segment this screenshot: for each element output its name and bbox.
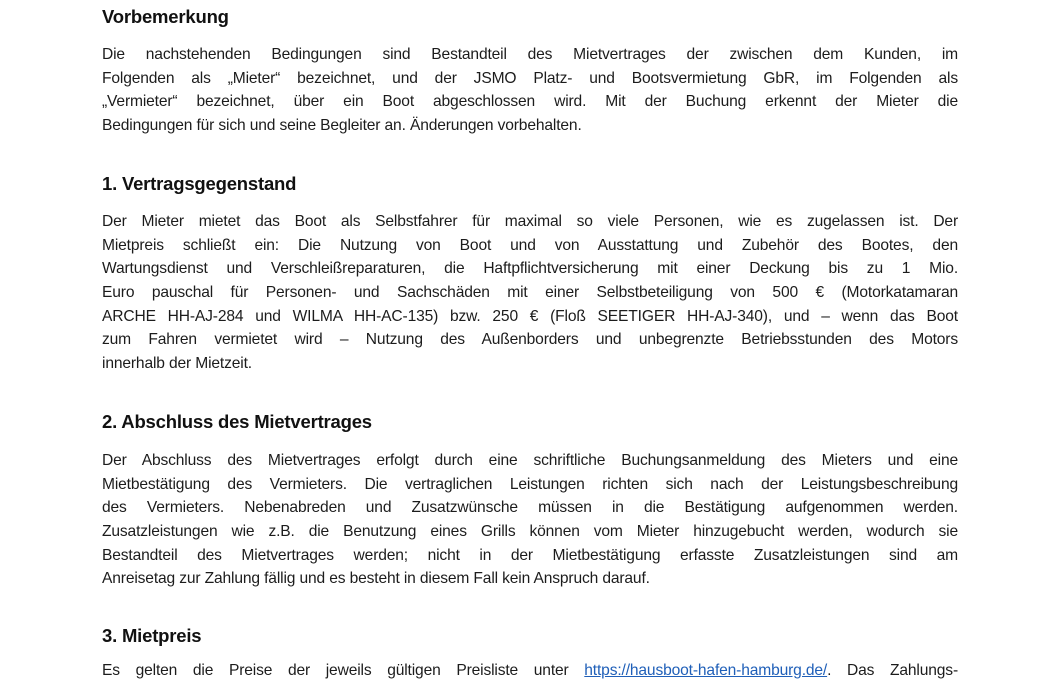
section-1-heading: 1. Vertragsgegenstand [102, 173, 297, 194]
preface-heading: Vorbemerkung [102, 6, 229, 27]
text-line: innerhalb der Mietzeit. [102, 355, 252, 373]
text-line [102, 659, 958, 683]
text-line: Mietbestätigung des Vermieters. Die vertraglichen Leistungen richten sich nach der Leistungsbeschreibung [102, 475, 958, 493]
section-3-paragraph [102, 659, 958, 683]
text-line: Euro pauschal für Personen- und Sachschäden mit einer Selbstbeteiligung von 500 € (Motorkatamaran [102, 284, 958, 302]
text-line: Folgenden als „Mieter“ bezeichnet, und der JSMO Platz- und Bootsvermietung GbR, im Folgenden als [102, 69, 958, 87]
price-list-link[interactable]: https://hausboot-hafen-hamburg.de/ [584, 662, 828, 679]
section-1-paragraph [102, 210, 958, 376]
section-3-heading: 3. Mietpreis [102, 625, 202, 646]
text-line: „Vermieter“ bezeichnet, über ein Boot abgeschlossen wird. Mit der Buchung erkennt der Mieter die [102, 93, 958, 111]
section-2-heading: 2. Abschluss des Mietvertrages [102, 411, 372, 432]
text-segment: . Das Zahlungs- [827, 662, 958, 679]
text-line: ARCHE HH-AJ-284 und WILMA HH-AC-135) bzw. 250 € (Floß SEETIGER HH-AJ-340), und – wenn das Boot [102, 307, 958, 325]
text-line: Anreisetag zur Zahlung fällig und es besteht in diesem Fall kein Anspruch darauf. [102, 570, 650, 588]
text-line: Zusatzleistungen wie z.B. die Benutzung eines Grills können vom Mieter hinzugebucht werden, wodurch sie [102, 523, 958, 541]
text-line: zum Fahren vermietet wird – Nutzung des Außenborders und unbegrenzte Betriebsstunden des Motors [102, 331, 958, 349]
text-line: Bestandteil des Mietvertrages werden; nicht in der Mietbestätigung erfasste Zusatzleistungen sind am [102, 546, 958, 564]
section-2-paragraph [102, 449, 958, 591]
preface-paragraph [102, 43, 958, 138]
text-line: Bedingungen für sich und seine Begleiter an. Änderungen vorbehalten. [102, 117, 582, 135]
text-line: Der Abschluss des Mietvertrages erfolgt durch eine schriftliche Buchungsanmeldung des Mieters und eine [102, 452, 958, 469]
text-line: Die nachstehenden Bedingungen sind Bestandteil des Mietvertrages der zwischen dem Kunden, im [102, 46, 958, 63]
text-line: Der Mieter mietet das Boot als Selbstfahrer für maximal so viele Personen, wie es zugelassen ist. Der [102, 213, 958, 230]
text-line: Wartungsdienst und Verschleißreparaturen, die Haftpflichtversicherung mit einer Deckung bis zu 1 Mio. [102, 260, 958, 278]
text-line: Mietpreis schließt ein: Die Nutzung von Boot und von Ausstattung und Zubehör des Bootes, den [102, 236, 958, 254]
text-segment: Es gelten die Preise der jeweils gültigen Preisliste unter [102, 662, 585, 679]
text-line: des Vermieters. Nebenabreden und Zusatzwünsche müssen in die Bestätigung aufgenommen werden. [102, 499, 958, 517]
